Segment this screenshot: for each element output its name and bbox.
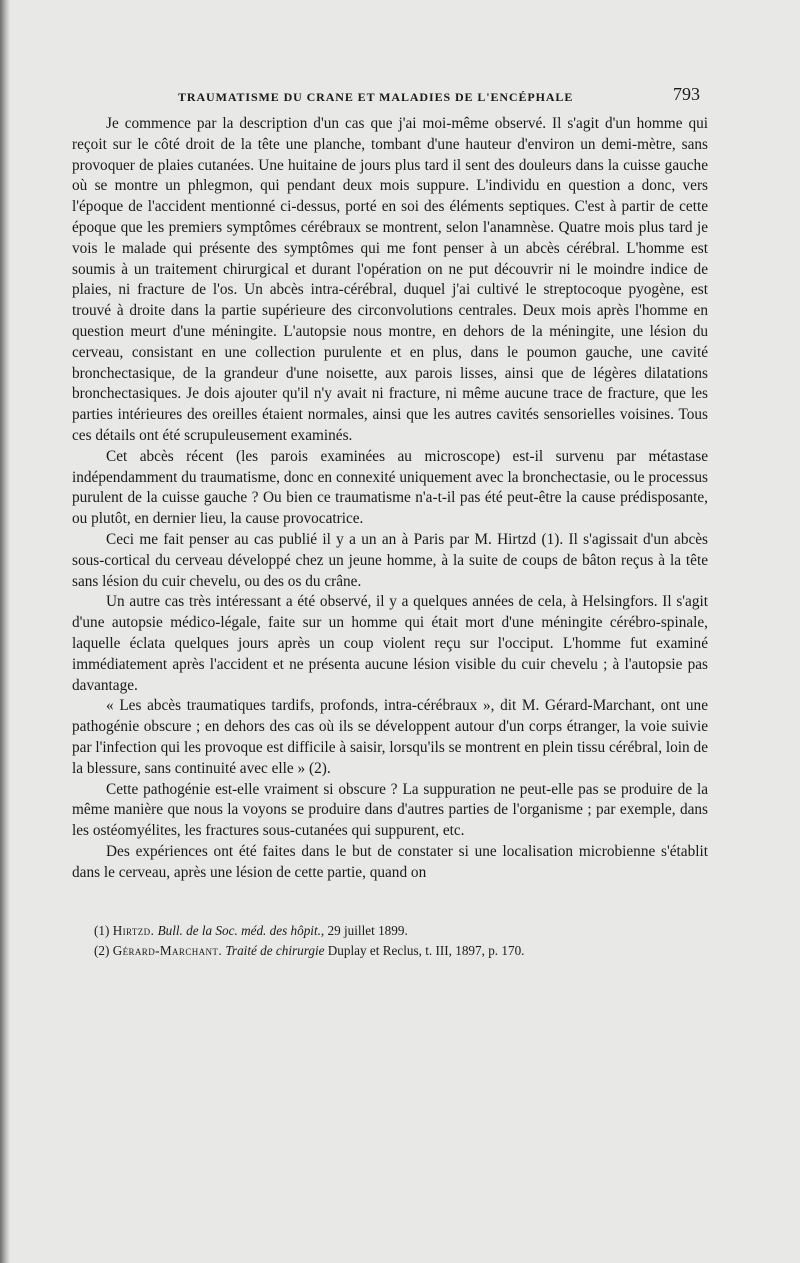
paragraph: Je commence par la description d'un cas que j'ai moi-même observé. Il s'agit d'un homme qui reçoit sur le côté droit de la tête une planche, tombant d'une hauteur d'environ un demi-mètre, sans provoquer de plaies cutanées. Une huitaine de jours plus tard il sent des douleurs dans la cuisse gauche où se montre un phlegmon, qui pendant deux mois suppure. L'individu en question a donc, vers l'époque de l'accident mentionné ci-dessus, porté en soi des éléments septiques. C'est à partir de cette époque que les premiers symptômes cérébraux se montrent, selon l'anamnèse. Quatre mois plus tard je vois le malade qui présente des symptômes qui me font penser à un abcès cérébral. L'homme est soumis à un traitement chirurgical et durant l'opération on ne put découvrir ni le moindre indice de plaies, ni fracture de l'os. Un abcès intra-cérébral, duquel j'ai cultivé le streptocoque pyogène, est trouvé à droite dans la partie supérieure des circonvolutions centrales. Deux mois après l'homme en question meurt d'une méningite. L'autopsie nous montre, en dehors de la méningite, une lésion du cerveau, consistant en une collection purulente et en plus, dans le poumon gauche, une cavité bronchectasique, de la grandeur d'une noisette, aux parois lisses, ainsi que de légères dilatations bronchectasiques. Je dois ajouter qu'il n'y avait ni fracture, ni même aucune trace de fracture, que les parties intérieures des oreilles étaient normales, ainsi que les autres cavités sensorielles voisines. Tous ces détails ont été scrupuleusement examinés. (72, 115, 708, 444)
paragraph: Cette pathogénie est-elle vraiment si obscure ? La suppuration ne peut-elle pas se produire de la même manière que nous la voyons se produire dans d'autres parties de l'organisme ; par exemple, dans les ostéomyélites, les fractures sous-cutanées qui suppurent, etc. (72, 780, 708, 840)
page-content (72, 80, 708, 961)
footnote-title: Bull. de la Soc. méd. des hôpit. (157, 923, 321, 939)
footnote-marker: (2) (94, 943, 110, 959)
footnote-title: Traité de chirurgie (225, 943, 325, 959)
paragraph: Ceci me fait penser au cas publié il y a un an à Paris par M. Hirtzd (1). Il s'agissait d'un abcès sous-cortical du cerveau développé chez un jeune homme, à la suite de coups de bâton reçus à la tête sans lésion du cuir chevelu, ou des os du crâne. (72, 530, 708, 590)
running-title: TRAUMATISME DU CRANE ET MALADIES DE L'ENCÉPHALE (178, 90, 574, 104)
paragraph: Un autre cas très intéressant a été observé, il y a quelques années de cela, à Helsingfors. Il s'agit d'une autopsie médico-légale, faite sur un homme qui était mort d'une méningite cérébro-spinale, laquelle éclata quelques jours après un coup violent reçu sur l'occiput. L'homme fut examiné immédiatement après l'accident et ne présenta aucune lésion visible du cuir chevelu ; à l'autopsie pas davantage. (72, 593, 708, 694)
footnotes (72, 921, 708, 961)
paragraph: Cet abcès récent (les parois examinées au microscope) est-il survenu par métastase indépendamment du traumatisme, donc en connexité uniquement avec la bronchectasie, ou le processus purulent de la cuisse gauche ? Ou bien ce traumatisme n'a-t-il pas été peut-être la cause prédisposante, ou plutôt, en dernier lieu, la cause provocatrice. (72, 447, 708, 528)
page-number: 793 (673, 84, 700, 104)
footnote-details: , 29 juillet 1899. (320, 923, 408, 939)
footnote (94, 941, 708, 961)
running-head (72, 80, 708, 114)
footnote-author: Gérard-Marchant. (112, 943, 223, 959)
footnote (94, 921, 708, 941)
page-binding-edge (0, 0, 10, 1263)
footnote-author: Hirtzd. (112, 923, 155, 939)
paragraph: Des expériences ont été faites dans le but de constater si une localisation microbienne s'établit dans le cerveau, après une lésion de cette partie, quand on (72, 842, 708, 881)
footnote-marker: (1) (94, 923, 110, 939)
paragraph: « Les abcès traumatiques tardifs, profonds, intra-cérébraux », dit M. Gérard-Marchant, ont une pathogénie obscure ; en dehors des cas où ils se développent autour d'un corps étranger, la voie suivie par l'infection qui les provoque est difficile à saisir, lorsqu'ils se montrent en plein tissu cérébral, loin de la blessure, sans continuité avec elle » (2). (72, 697, 708, 777)
body-text (72, 114, 708, 883)
footnote-details: Duplay et Reclus, t. III, 1897, p. 170. (324, 943, 525, 959)
